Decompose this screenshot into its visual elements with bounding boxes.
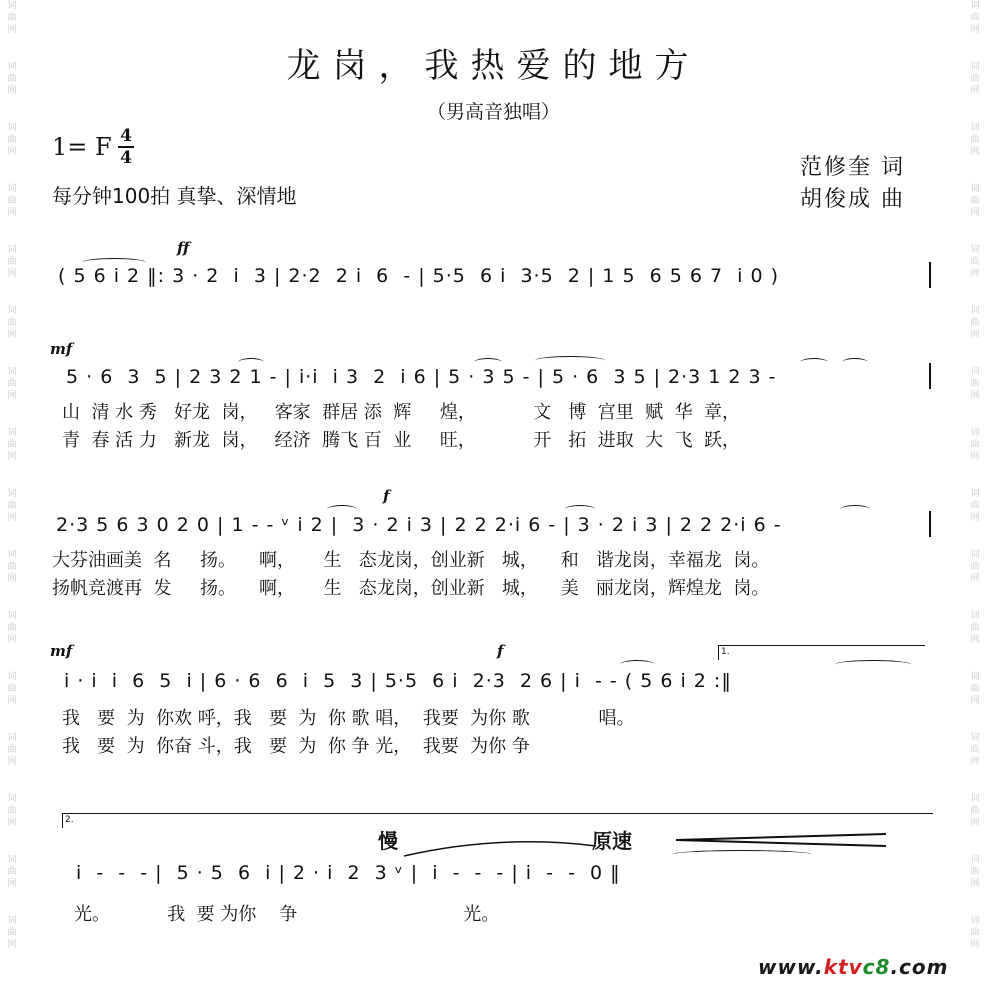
watermark-char: 曲 [7, 623, 17, 633]
watermark-char: 词 [970, 855, 980, 865]
watermark-char: 网 [970, 330, 980, 340]
tempo-original-marking: 原速 [592, 829, 632, 853]
watermark-group [967, 244, 983, 302]
watermark-char: 词 [970, 1, 980, 11]
dynamic-f: f [383, 487, 390, 505]
watermark-char: 曲 [970, 684, 980, 694]
first-ending-bracket [718, 645, 925, 660]
dynamic-ff: ff [177, 239, 190, 257]
logo-ktv: ktv [823, 955, 863, 979]
watermark-char: 网 [970, 757, 980, 767]
watermark-group [4, 671, 20, 729]
watermark-char: 曲 [970, 562, 980, 572]
watermark-char: 词 [7, 489, 17, 499]
watermark-char: 曲 [7, 379, 17, 389]
ritardando-and-crescendo [400, 832, 900, 862]
watermark-char: 词 [7, 794, 17, 804]
time-signature [118, 127, 134, 167]
end-barline-row-3 [929, 511, 931, 537]
watermark-char: 曲 [7, 684, 17, 694]
watermark-char: 网 [970, 879, 980, 889]
watermark-group [4, 915, 20, 973]
watermark-char: 网 [7, 940, 17, 950]
slur [565, 505, 595, 514]
watermark-char: 网 [7, 513, 17, 523]
site-logo[interactable] [758, 955, 948, 979]
watermark-char: 网 [7, 757, 17, 767]
watermark-char: 词 [7, 123, 17, 133]
watermark-char: 网 [7, 818, 17, 828]
watermark-group [4, 854, 20, 912]
song-title: 龙岗，我热爱的地方 [286, 46, 701, 86]
watermark-char: 曲 [7, 806, 17, 816]
watermark-char: 网 [970, 25, 980, 35]
watermark-char: 词 [970, 550, 980, 560]
watermark-char: 词 [970, 367, 980, 377]
watermark-char: 曲 [7, 440, 17, 450]
watermark-char: 词 [7, 306, 17, 316]
watermark-char: 词 [970, 733, 980, 743]
watermark-char: 曲 [970, 806, 980, 816]
watermark-char: 词 [7, 184, 17, 194]
watermark-char: 词 [970, 794, 980, 804]
watermark-char: 曲 [970, 928, 980, 938]
slur [327, 505, 357, 514]
watermark-group [967, 427, 983, 485]
watermark-group [967, 122, 983, 180]
lyricist-credit: 范修奎 词 [800, 155, 905, 180]
logo-c8: c8 [862, 955, 891, 979]
watermark-char: 网 [970, 574, 980, 584]
watermark-char: 网 [970, 269, 980, 279]
watermark-group [4, 366, 20, 424]
slow-line [404, 842, 596, 856]
watermark-char: 词 [7, 672, 17, 682]
watermark-char: 曲 [970, 501, 980, 511]
watermark-group [4, 122, 20, 180]
second-ending-label: 2. [65, 815, 74, 825]
watermark-char: 词 [7, 62, 17, 72]
score-row-3: 2·3 5 6 3 0 2 0 | 1 - - ᵛ i 2 | 3 · 2 i 3 | 2 2 2·i 6 - | 3 · 2 i 3 | 2 2 2·i 6 - [56, 514, 782, 536]
watermark-char: 网 [7, 452, 17, 462]
left-watermark-strip [4, 0, 20, 1006]
score-row-5: i - - - | 5 · 5 6 i | 2 · i 2 3 ᵛ | i - - - | i - - 0 ‖ [76, 862, 621, 884]
watermark-char: 曲 [7, 562, 17, 572]
watermark-char: 词 [970, 611, 980, 621]
watermark-char: 曲 [970, 440, 980, 450]
lyric-row-5: 光。 我 要 为你 争 光。 [74, 904, 500, 925]
watermark-char: 曲 [970, 379, 980, 389]
watermark-group [967, 549, 983, 607]
dynamic-mf-row-4: mf [50, 642, 73, 660]
slur [535, 356, 605, 365]
watermark-char: 曲 [970, 623, 980, 633]
watermark-char: 曲 [7, 501, 17, 511]
watermark-char: 网 [970, 940, 980, 950]
time-signature-top: 4 [120, 126, 132, 146]
watermark-char: 曲 [970, 135, 980, 145]
watermark-group [967, 488, 983, 546]
watermark-char: 网 [7, 391, 17, 401]
watermark-char: 词 [970, 184, 980, 194]
watermark-char: 词 [7, 1, 17, 11]
slur [800, 358, 828, 367]
lyric-row-2-verse-1: 山 清 水 秀 好龙 岗， 客家 群居 添 辉 煌， 文 博 宫里 赋 华 章， [62, 402, 741, 423]
watermark-char: 曲 [7, 745, 17, 755]
watermark-char: 网 [970, 513, 980, 523]
watermark-char: 词 [7, 855, 17, 865]
watermark-char: 曲 [7, 74, 17, 84]
score-row-2: 5 · 6 3 5 | 2 3 2 1 - | i·i i 3 2 i 6 | 5 · 3 5 - | 5 · 6 3 5 | 2·3 1 2 3 - [66, 366, 777, 388]
watermark-char: 词 [970, 306, 980, 316]
slur [840, 505, 870, 514]
watermark-char: 词 [970, 916, 980, 926]
lyric-row-2-verse-2: 青 春 活 力 新龙 岗， 经济 腾飞 百 业 旺， 开 拓 进取 大 飞 跃， [62, 430, 741, 451]
watermark-char: 网 [970, 452, 980, 462]
watermark-char: 曲 [970, 867, 980, 877]
tempo-marking: 每分钟100拍 真挚、深情地 [52, 184, 297, 208]
watermark-group [4, 610, 20, 668]
watermark-group [4, 244, 20, 302]
time-signature-bottom: 4 [120, 148, 132, 168]
watermark-char: 词 [7, 245, 17, 255]
watermark-char: 曲 [7, 257, 17, 267]
watermark-group [4, 549, 20, 607]
song-subtitle: （男高音独唱） [426, 101, 560, 123]
slur [620, 660, 654, 669]
watermark-char: 网 [7, 86, 17, 96]
watermark-char: 网 [7, 879, 17, 889]
watermark-char: 词 [7, 367, 17, 377]
watermark-char: 曲 [970, 196, 980, 206]
watermark-char: 网 [970, 391, 980, 401]
lyric-row-3-verse-2: 扬帆竞渡再 发 扬。 啊， 生 态龙岗，创业新 城， 美 丽龙岗，辉煌龙 岗。 [52, 578, 770, 599]
watermark-char: 网 [970, 86, 980, 96]
watermark-char: 词 [970, 62, 980, 72]
watermark-char: 曲 [970, 13, 980, 23]
logo-suffix: .com [890, 955, 949, 979]
score-row-1: ( 5 6 i 2 ‖: 3 · 2 i 3 | 2·2 2 i 6 - | 5·5 6 i 3·5 2 | 1 5 6 5 6 7 i 0 ) [58, 265, 780, 287]
watermark-char: 网 [970, 635, 980, 645]
watermark-char: 网 [970, 818, 980, 828]
watermark-group [967, 854, 983, 912]
watermark-char: 词 [970, 672, 980, 682]
watermark-group [967, 183, 983, 241]
watermark-group [4, 305, 20, 363]
watermark-char: 曲 [7, 13, 17, 23]
watermark-char: 网 [970, 696, 980, 706]
watermark-char: 网 [970, 147, 980, 157]
lyric-row-4-verse-1: 我 要 为 你欢 呼，我 要 为 你 歌 唱， 我要 为你 歌 唱。 [62, 708, 635, 729]
crescendo-hairpin [676, 834, 886, 846]
watermark-group [967, 610, 983, 668]
score-row-4: i · i i 6 5 i | 6 · 6 6 i 5 3 | 5·5 6 i 2·3 2 6 | i - - ( 5 6 i 2 :‖ [64, 670, 732, 692]
watermark-group [4, 427, 20, 485]
watermark-group [967, 366, 983, 424]
watermark-char: 网 [7, 574, 17, 584]
end-barline-row-1 [929, 262, 931, 288]
watermark-char: 曲 [7, 135, 17, 145]
first-ending-label: 1. [721, 647, 730, 657]
slur [672, 850, 812, 859]
watermark-char: 曲 [7, 196, 17, 206]
watermark-group [4, 488, 20, 546]
slur [842, 358, 868, 367]
watermark-char: 网 [7, 269, 17, 279]
watermark-char: 网 [7, 208, 17, 218]
end-barline-row-2 [929, 363, 931, 389]
watermark-group [967, 671, 983, 729]
watermark-char: 词 [7, 916, 17, 926]
watermark-char: 词 [7, 428, 17, 438]
watermark-char: 网 [7, 25, 17, 35]
watermark-char: 网 [7, 635, 17, 645]
watermark-group [967, 793, 983, 851]
watermark-char: 曲 [7, 928, 17, 938]
dynamic-f-row-4: f [497, 642, 504, 660]
logo-prefix: www. [758, 955, 824, 979]
right-watermark-strip [967, 0, 983, 1006]
slur [835, 660, 911, 669]
watermark-group [967, 305, 983, 363]
watermark-group [4, 793, 20, 851]
watermark-char: 曲 [970, 74, 980, 84]
tempo-slow-marking: 慢 [378, 829, 398, 853]
watermark-group [4, 732, 20, 790]
watermark-char: 词 [7, 550, 17, 560]
second-ending-bracket [62, 813, 933, 828]
watermark-char: 词 [7, 733, 17, 743]
watermark-char: 词 [7, 611, 17, 621]
watermark-char: 词 [970, 245, 980, 255]
watermark-char: 词 [970, 123, 980, 133]
lyric-row-4-verse-2: 我 要 为 你奋 斗，我 要 为 你 争 光， 我要 为你 争 [62, 736, 530, 757]
dynamic-mf: mf [50, 340, 73, 358]
lyric-row-3-verse-1: 大芬油画美 名 扬。 啊， 生 态龙岗，创业新 城， 和 谐龙岗，幸福龙 岗。 [52, 550, 770, 571]
watermark-group [967, 915, 983, 973]
watermark-char: 网 [970, 208, 980, 218]
composer-credit: 胡俊成 曲 [800, 187, 905, 212]
watermark-group [4, 183, 20, 241]
watermark-char: 曲 [970, 745, 980, 755]
watermark-char: 网 [7, 147, 17, 157]
watermark-char: 曲 [7, 867, 17, 877]
watermark-char: 曲 [970, 257, 980, 267]
watermark-char: 曲 [7, 318, 17, 328]
watermark-char: 网 [7, 696, 17, 706]
watermark-char: 网 [7, 330, 17, 340]
watermark-char: 曲 [970, 318, 980, 328]
watermark-char: 词 [970, 489, 980, 499]
key-signature: 1= F [52, 133, 112, 161]
watermark-group [967, 732, 983, 790]
watermark-char: 词 [970, 428, 980, 438]
